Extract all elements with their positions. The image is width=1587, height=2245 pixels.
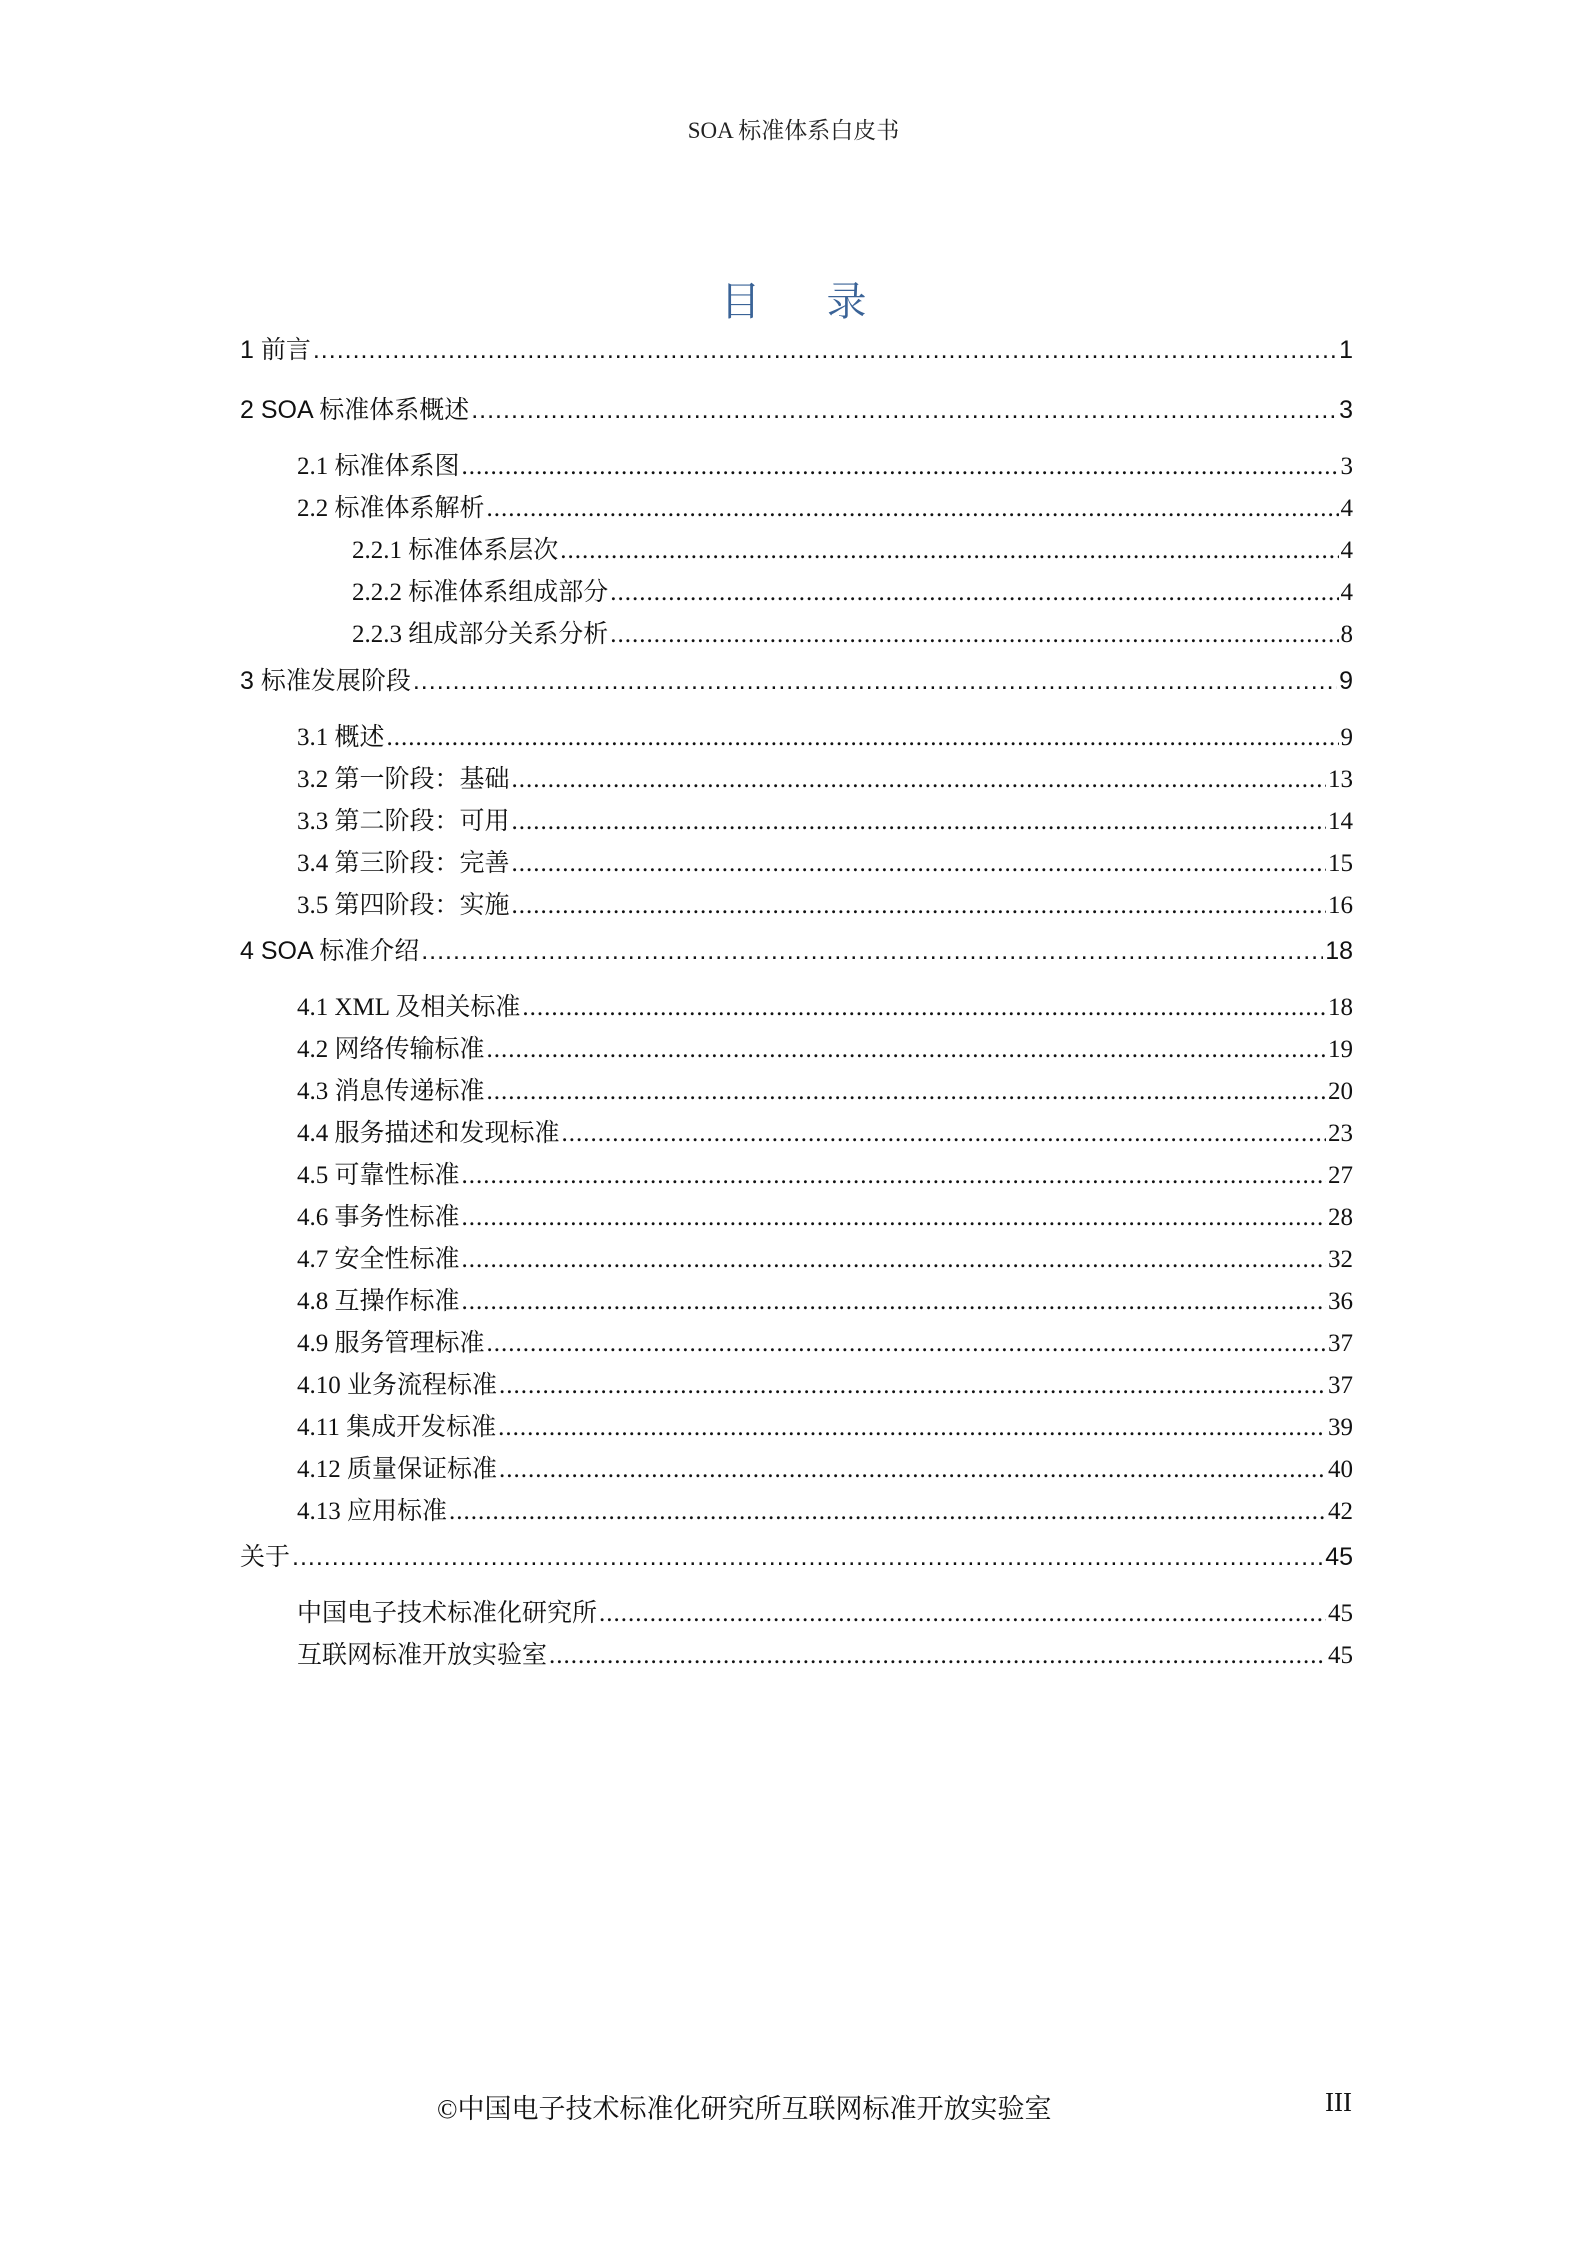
toc-entry[interactable] <box>240 1540 1353 1574</box>
running-header: SOA 标准体系白皮书 <box>687 118 900 143</box>
toc-entry-page: 37 <box>1328 1372 1353 1399</box>
toc-entry[interactable] <box>240 1243 1353 1277</box>
toc-entry-page: 18 <box>1328 994 1353 1021</box>
toc-entry[interactable] <box>240 1327 1353 1361</box>
toc-entry-label: 4.13 应用标准 <box>297 1498 448 1525</box>
toc-entry[interactable] <box>240 1453 1353 1487</box>
dot-leader <box>387 721 1339 755</box>
toc-entry-label: 2.2.2 标准体系组成部分 <box>352 579 609 606</box>
toc-entry-page: 28 <box>1328 1204 1353 1231</box>
dot-leader <box>462 1201 1326 1235</box>
toc-entry-label: 3.5 第四阶段：实施 <box>297 892 510 919</box>
toc-entry-label: 4.3 消息传递标准 <box>297 1078 485 1105</box>
dot-leader <box>413 664 1337 698</box>
toc-entry[interactable] <box>240 763 1353 797</box>
toc-entry[interactable] <box>240 889 1353 923</box>
toc-entry-label: 2.2.1 标准体系层次 <box>352 537 559 564</box>
dot-leader <box>292 1540 1323 1574</box>
dot-leader <box>610 576 1338 610</box>
toc-entry-page: 45 <box>1325 1543 1353 1571</box>
toc-entry-label: 3 标准发展阶段 <box>240 667 411 695</box>
toc-entry-page: 16 <box>1328 892 1353 919</box>
toc-entry-label: 4.12 质量保证标准 <box>297 1456 498 1483</box>
toc-entry-page: 1 <box>1339 336 1353 364</box>
toc-entry[interactable] <box>240 1117 1353 1151</box>
toc-entry-page: 15 <box>1328 850 1353 877</box>
toc-entry-page: 45 <box>1328 1600 1353 1627</box>
toc-entry[interactable] <box>240 805 1353 839</box>
dot-leader <box>512 763 1326 797</box>
toc-entry-page: 9 <box>1340 724 1353 751</box>
toc-entry-label: 4.10 业务流程标准 <box>297 1372 498 1399</box>
toc-entry-label: 4 SOA 标准介绍 <box>240 937 420 965</box>
toc-entry[interactable] <box>240 1075 1353 1109</box>
toc-entry-label: 3.2 第一阶段：基础 <box>297 766 510 793</box>
toc-entry-page: 42 <box>1328 1498 1353 1525</box>
dot-leader <box>487 492 1339 526</box>
toc-entry-label: 中国电子技术标准化研究所 <box>297 1600 598 1627</box>
toc-entry[interactable] <box>240 1369 1353 1403</box>
toc-entry-label: 4.1 XML 及相关标准 <box>297 994 521 1021</box>
toc-title-char: 目 <box>720 279 761 324</box>
toc-entry[interactable] <box>240 534 1353 568</box>
toc-entry-page: 4 <box>1340 537 1353 564</box>
dot-leader <box>512 889 1326 923</box>
toc-entry-page: 3 <box>1340 453 1353 480</box>
toc-entry-label: 4.4 服务描述和发现标准 <box>297 1120 560 1147</box>
toc-entry-page: 36 <box>1328 1288 1353 1315</box>
toc-entry-page: 4 <box>1340 495 1353 522</box>
dot-leader <box>487 1327 1326 1361</box>
toc-entry-page: 13 <box>1328 766 1353 793</box>
dot-leader <box>499 1453 1326 1487</box>
toc-title <box>0 270 1587 327</box>
toc-entry-label: 4.8 互操作标准 <box>297 1288 460 1315</box>
toc-entry-page: 4 <box>1340 579 1353 606</box>
toc-entry-page: 20 <box>1328 1078 1353 1105</box>
toc-entry[interactable] <box>240 450 1353 484</box>
toc-entry-label: 1 前言 <box>240 336 311 364</box>
toc-entry[interactable] <box>240 1639 1353 1673</box>
toc-entry-page: 27 <box>1328 1162 1353 1189</box>
toc-entry-label: 关于 <box>240 1543 291 1571</box>
dot-leader <box>421 934 1323 968</box>
toc-entry[interactable] <box>240 1495 1353 1529</box>
toc-entry-label: 3.1 概述 <box>297 724 385 751</box>
toc-entry-label: 2.1 标准体系图 <box>297 453 460 480</box>
toc-entry-page: 32 <box>1328 1246 1353 1273</box>
toc-entry[interactable] <box>240 492 1353 526</box>
toc-entry[interactable] <box>240 576 1353 610</box>
toc-entry-label: 4.6 事务性标准 <box>297 1204 460 1231</box>
dot-leader <box>610 618 1338 652</box>
toc-entry-page: 40 <box>1328 1456 1353 1483</box>
toc-entry-page: 37 <box>1328 1330 1353 1357</box>
toc-entry-label: 4.11 集成开发标准 <box>297 1414 497 1441</box>
dot-leader <box>471 393 1337 427</box>
toc-title-char: 录 <box>826 279 867 324</box>
toc-entry-page: 8 <box>1340 621 1353 648</box>
toc-entry[interactable] <box>240 1285 1353 1319</box>
toc-entry-label: 2.2.3 组成部分关系分析 <box>352 621 609 648</box>
toc-entry[interactable] <box>240 618 1353 652</box>
toc-entry-page: 18 <box>1325 937 1353 965</box>
dot-leader <box>562 1117 1326 1151</box>
toc-entry[interactable] <box>240 1159 1353 1193</box>
toc-entry-page: 23 <box>1328 1120 1353 1147</box>
dot-leader <box>487 1075 1326 1109</box>
toc-entry-label: 3.4 第三阶段：完善 <box>297 850 510 877</box>
dot-leader <box>599 1597 1326 1631</box>
toc-entry-label: 2 SOA 标准体系概述 <box>240 396 470 424</box>
dot-leader <box>512 805 1326 839</box>
toc-entry-page: 9 <box>1339 667 1353 695</box>
toc-entry[interactable] <box>240 1411 1353 1445</box>
dot-leader <box>462 1243 1326 1277</box>
toc-entry-label: 4.5 可靠性标准 <box>297 1162 460 1189</box>
dot-leader <box>462 450 1339 484</box>
toc-entry[interactable] <box>240 333 1353 367</box>
toc-entry-page: 3 <box>1339 396 1353 424</box>
dot-leader <box>549 1639 1326 1673</box>
dot-leader <box>522 991 1326 1025</box>
dot-leader <box>512 847 1326 881</box>
page-number: III <box>1325 2087 1352 2117</box>
toc-entry-label: 4.7 安全性标准 <box>297 1246 460 1273</box>
toc-entry-label: 3.3 第二阶段：可用 <box>297 808 510 835</box>
dot-leader <box>498 1411 1326 1445</box>
toc-entry[interactable] <box>240 991 1353 1025</box>
dot-leader <box>487 1033 1326 1067</box>
dot-leader <box>499 1369 1326 1403</box>
toc-entry-page: 14 <box>1328 808 1353 835</box>
toc-entry[interactable] <box>240 393 1353 427</box>
footer-copyright: ©中国电子技术标准化研究所互联网标准开放实验室 <box>437 2094 1052 2124</box>
toc-entry[interactable] <box>240 1597 1353 1631</box>
dot-leader <box>462 1159 1326 1193</box>
dot-leader <box>462 1285 1326 1319</box>
toc-entry-page: 45 <box>1328 1642 1353 1669</box>
toc-entry-label: 互联网标准开放实验室 <box>297 1642 548 1669</box>
toc-entry-label: 4.9 服务管理标准 <box>297 1330 485 1357</box>
toc-entry[interactable] <box>240 934 1353 968</box>
dot-leader <box>560 534 1338 568</box>
dot-leader <box>313 333 1337 367</box>
toc-entry[interactable] <box>240 1033 1353 1067</box>
toc-entry[interactable] <box>240 721 1353 755</box>
toc-entry[interactable] <box>240 664 1353 698</box>
toc-entry[interactable] <box>240 1201 1353 1235</box>
dot-leader <box>449 1495 1326 1529</box>
toc-entry-label: 2.2 标准体系解析 <box>297 495 485 522</box>
toc-entry-page: 39 <box>1328 1414 1353 1441</box>
toc-entry-page: 19 <box>1328 1036 1353 1063</box>
toc-entry[interactable] <box>240 847 1353 881</box>
toc-entry-label: 4.2 网络传输标准 <box>297 1036 485 1063</box>
